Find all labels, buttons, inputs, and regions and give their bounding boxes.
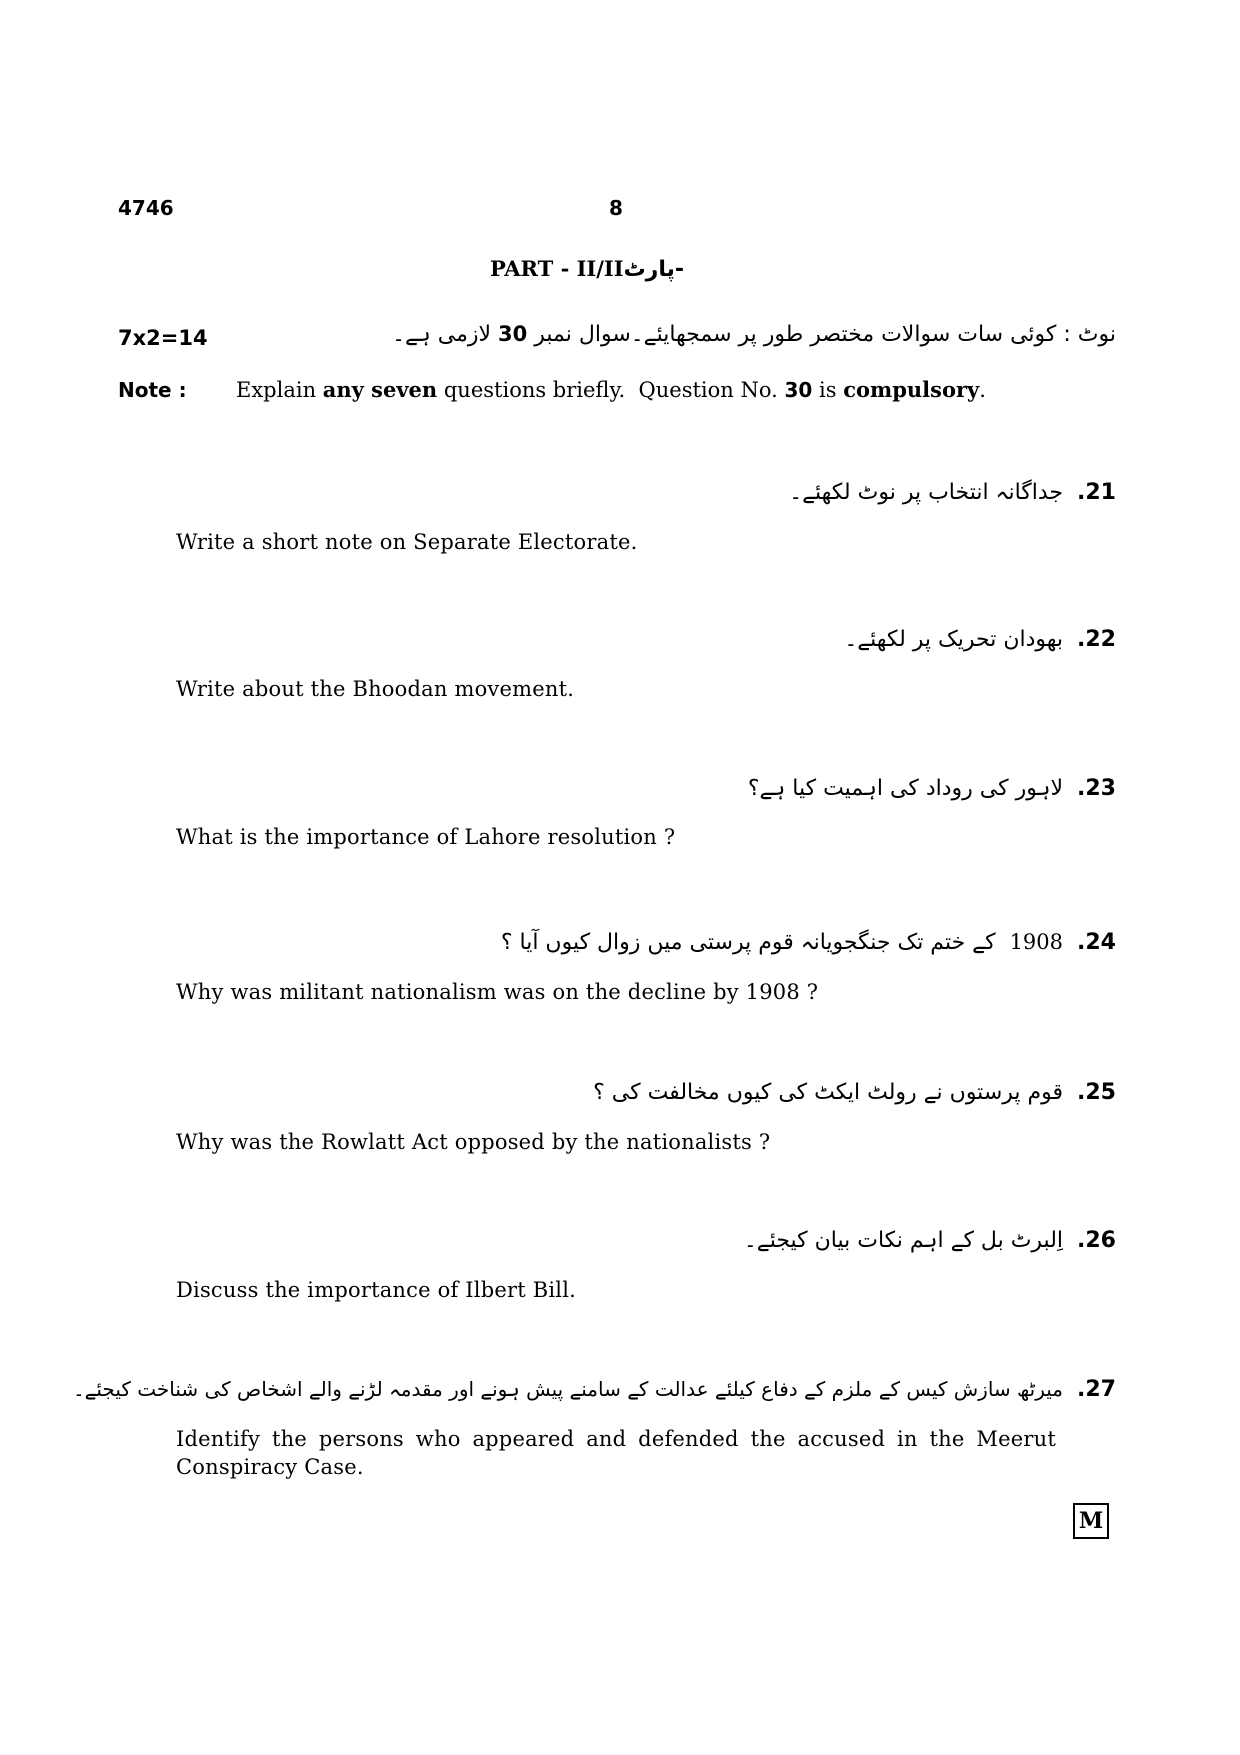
question-26-number: .26 xyxy=(1077,1228,1116,1253)
note-text xyxy=(236,378,986,402)
question-25-urdu: قوم پرستوں نے رولٹ ایکٹ کی کیوں مخالفت کی ؟ xyxy=(593,1080,1064,1105)
question-22-urdu-row xyxy=(844,627,1116,652)
note-bold-compulsory: compulsory xyxy=(843,377,980,402)
question-27-urdu-row xyxy=(73,1377,1116,1402)
question-26-english: Discuss the importance of Ilbert Bill. xyxy=(176,1278,576,1302)
question-23-urdu: لاہور کی روداد کی اہمیت کیا ہے؟ xyxy=(747,776,1064,801)
part-title xyxy=(490,256,684,282)
question-25-number: .25 xyxy=(1077,1080,1116,1105)
note-urdu-after: لازمی ہے۔ xyxy=(392,322,499,347)
note-text-4: . xyxy=(979,378,986,402)
question-24-year: 1908 xyxy=(1009,930,1064,954)
question-25-english: Why was the Rowlatt Act opposed by the nationalists ? xyxy=(176,1130,771,1154)
note-urdu xyxy=(392,322,1116,347)
question-21-english: Write a short note on Separate Electorate. xyxy=(176,530,638,554)
question-26-urdu-row xyxy=(744,1228,1116,1253)
question-21-urdu-row xyxy=(789,480,1116,505)
note-bold-any-seven: any seven xyxy=(322,377,438,402)
note-label: Note : xyxy=(118,378,187,402)
part-title-ur: -پارٹ xyxy=(623,257,685,282)
note-bold-30: 30 xyxy=(784,378,813,402)
question-27-urdu: میرٹھ سازش کیس کے ملزم کے دفاع کیلئے عدالت کے سامنے پیش ہونے اور مقدمہ لڑنے والے اشخاص کی شناخت کیجئے۔ xyxy=(72,1377,1064,1401)
question-23-english: What is the importance of Lahore resolution ? xyxy=(176,825,676,849)
question-27-number: .27 xyxy=(1077,1377,1116,1402)
question-24-english: Why was militant nationalism was on the decline by 1908 ? xyxy=(176,980,819,1004)
question-22-english: Write about the Bhoodan movement. xyxy=(176,677,575,701)
question-22-urdu: بھودان تحریک پر لکھئے۔ xyxy=(844,627,1064,652)
note-urdu-before: نوٹ : کوئی سات سوالات مختصر طور پر سمجھایئے۔سوال نمبر xyxy=(527,322,1116,347)
part-title-en: PART - II/II xyxy=(490,256,624,281)
question-22-number: .22 xyxy=(1077,627,1116,652)
note-urdu-number: 30 xyxy=(498,322,528,346)
question-24-number: .24 xyxy=(1077,930,1116,955)
note-text-2: questions briefly. Question No. xyxy=(437,378,785,402)
question-24-urdu: کے ختم تک جنگجویانہ قوم پرستی میں زوال کیوں آیا ؟ xyxy=(500,930,996,955)
question-21-urdu: جداگانہ انتخاب پر نوٹ لکھئے۔ xyxy=(789,480,1064,505)
question-23-number: .23 xyxy=(1077,776,1116,801)
note-text-3: is xyxy=(812,378,844,402)
question-23-urdu-row xyxy=(748,776,1116,801)
marks-allocation: 7x2=14 xyxy=(118,326,208,350)
note-text-1: Explain xyxy=(236,378,323,402)
paper-code: 4746 xyxy=(118,196,174,220)
question-24-urdu-row xyxy=(501,930,1116,955)
question-25-urdu-row xyxy=(593,1080,1116,1105)
medium-mark-box: M xyxy=(1073,1503,1109,1539)
question-21-number: .21 xyxy=(1077,480,1116,505)
page-number: 8 xyxy=(609,196,623,220)
note-english xyxy=(118,377,986,402)
question-27-english: Identify the persons who appeared and defended the accused in the Meerut Conspiracy Case. xyxy=(176,1427,1056,1479)
question-26-urdu: اِلبرٹ بل کے اہم نکات بیان کیجئے۔ xyxy=(743,1228,1064,1253)
